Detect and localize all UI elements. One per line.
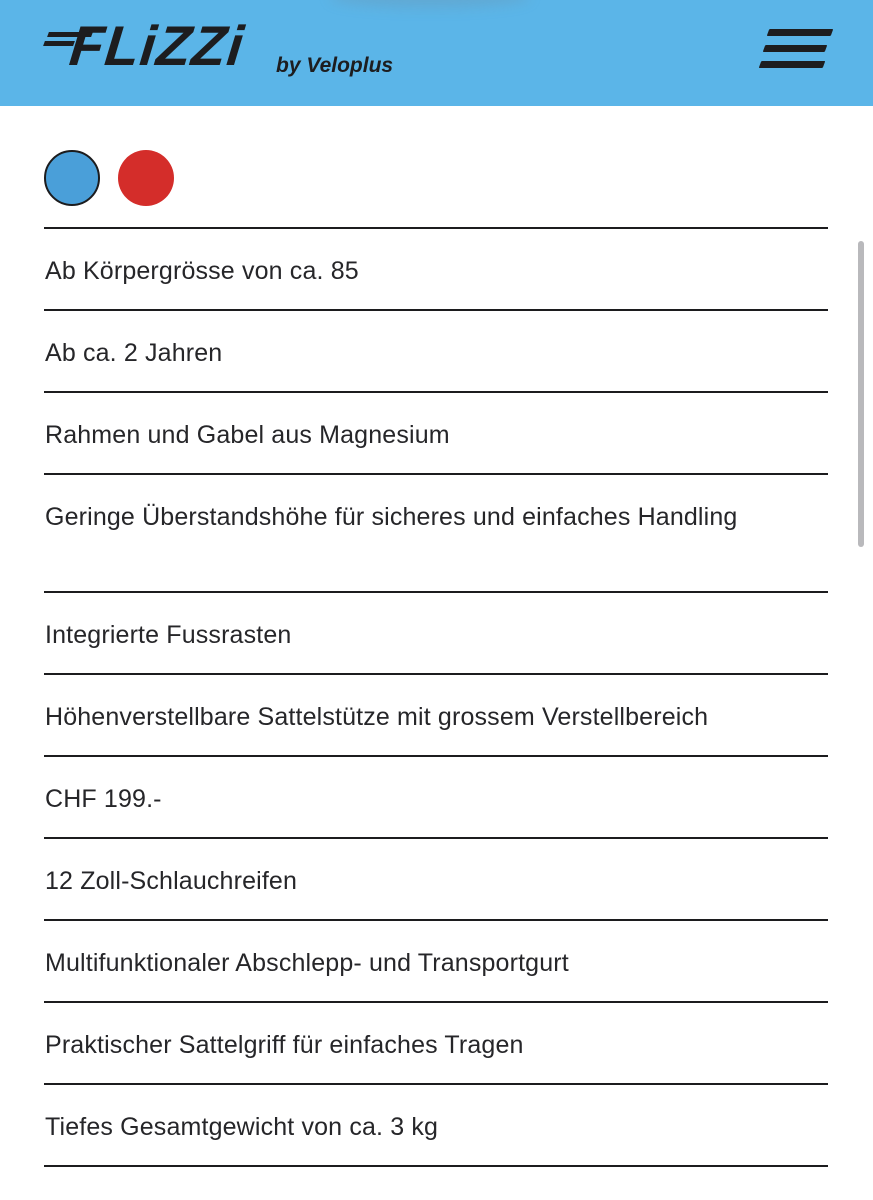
feature-item-price: CHF 199.- [44,757,828,839]
feature-item: Integrierte Fussrasten [44,593,828,675]
feature-list [44,227,828,1167]
feature-item: 12 Zoll-Schlauchreifen [44,839,828,921]
feature-item: Rahmen und Gabel aus Magnesium [44,393,828,475]
feature-item: Tiefes Gesamtgewicht von ca. 3 kg [44,1085,828,1167]
header-shadow [330,0,530,8]
logo-subtitle: by Veloplus [276,54,394,77]
hamburger-menu-icon[interactable] [756,27,834,71]
flizzi-logo[interactable] [44,14,276,82]
scrollbar-thumb[interactable] [858,241,864,547]
feature-item: Ab Körpergrösse von ca. 85 [44,229,828,311]
color-swatch-red[interactable] [118,150,174,206]
feature-item: Multifunktionaler Abschlepp- und Transportgurt [44,921,828,1003]
feature-item: Ab ca. 2 Jahren [44,311,828,393]
site-header [0,0,873,106]
feature-item: Höhenverstellbare Sattelstütze mit grossem Verstellbereich [44,675,828,757]
feature-item: Geringe Überstandshöhe für sicheres und einfaches Handling [44,475,828,593]
logo-text: FLiZZi [66,14,248,77]
color-swatch-blue[interactable] [44,150,100,206]
feature-item: Praktischer Sattelgriff für einfaches Tragen [44,1003,828,1085]
